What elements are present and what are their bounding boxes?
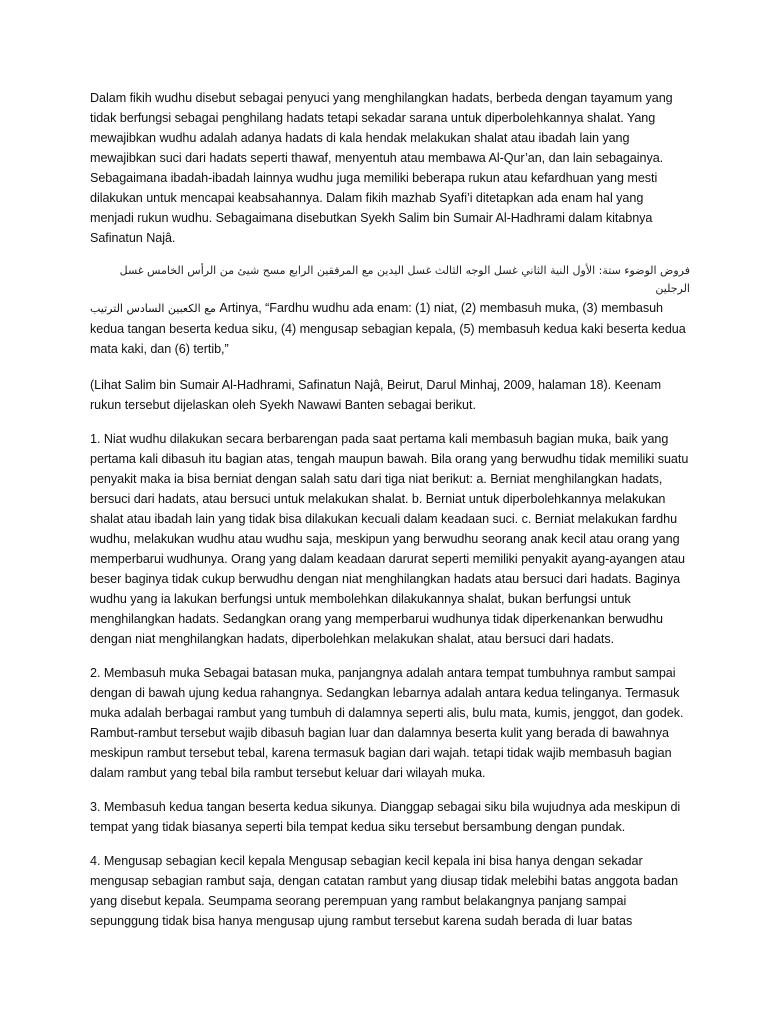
- translation-paragraph: [90, 298, 690, 359]
- translation-text: Artinya, “Fardhu wudhu ada enam: (1) niat, (2) membasuh muka, (3) membasuh kedua tangan beserta kedua siku, (4) mengusap sebagian kepala, (5) membasuh kedua kaki beserta kedua mata kaki, dan (6) tertib,”: [90, 301, 686, 356]
- paragraph-intro: Dalam fikih wudhu disebut sebagai penyuci yang menghilangkan hadats, berbeda dengan tayamum yang tidak berfungsi sebagai penghilang hadats tetapi sekadar sarana untuk diperbolehkannya shalat. Yang mewajibkan wudhu adalah adanya hadats di kala hendak melakukan shalat atau ibadah lain yang mewajibkan suci dari hadats seperti thawaf, menyentuh atau membawa Al-Qur’an, dan lain sebagainya. Sebagaimana ibadah-ibadah lainnya wudhu juga memiliki beberapa rukun atau kefardhuan yang mesti dilakukan untuk mencapai keabsahannya. Dalam fikih mazhab Syafi’i ditetapkan ada enam hal yang menjadi rukun wudhu. Sebagaimana disebutkan Syekh Salim bin Sumair Al-Hadhrami dalam kitabnya Safinatun Najâ.: [90, 91, 673, 245]
- paragraph-membasuh-tangan: 3. Membasuh kedua tangan beserta kedua sikunya. Dianggap sebagai siku bila wujudnya ada meskipun di tempat yang tidak biasanya seperti bila tempat kedua siku tersebut bersambung dengan pundak.: [90, 800, 681, 834]
- arabic-text-line: فروض الوضوء ستة: الأول النية الثاني غسل الوجه الثالث غسل اليدين مع المرفقين الرابع مسح شيئ من الرأس الخامس غسل الرجلين: [119, 264, 690, 295]
- paragraph-mengusap-kepala: 4. Mengusap sebagian kecil kepala Mengusap sebagian kecil kepala ini bisa hanya dengan sekadar mengusap sebagian rambut saja, dengan catatan rambut yang diusap tidak melebihi batas anggota badan yang disebut kepala. Seumpama seorang perempuan yang rambut belakangnya panjang sampai sepunggung tidak bisa hanya mengusap ujung rambut tersebut karena sudah berada di luar batas: [90, 854, 679, 928]
- paragraph-membasuh-muka: 2. Membasuh muka Sebagai batasan muka, panjangnya adalah antara tempat tumbuhnya rambut sampai dengan di bawah ujung kedua rahangnya. Sedangkan lebarnya adalah antara kedua telinganya. Termasuk muka adalah berbagai rambut yang tumbuh di dalamnya seperti alis, bulu mata, kumis, jenggot, dan godek. Rambut-rambut tersebut wajib dibasuh bagian luar dan dalamnya beserta kulit yang berada di bawahnya meskipun rambut tersebut tebal, karena termasuk bagian dari wajah. tetapi tidak wajib membasuh bagian dalam rambut yang tebal bila rambut tersebut keluar dari wilayah muka.: [90, 666, 684, 780]
- paragraph-niat: 1. Niat wudhu dilakukan secara berbarengan pada saat pertama kali membasuh bagian muka, baik yang pertama kali dibasuh itu bagian atas, tengah maupun bawah. Bila orang yang berwudhu tidak memiliki suatu penyakit maka ia bisa berniat dengan salah satu dari tiga niat berikut: a. Berniat menghilangkan hadats, bersuci dari hadats, atau bersuci untuk melakukan shalat. b. Berniat untuk diperbolehkannya melakukan shalat atau ibadah lain yang tidak bisa dilakukan kecuali dalam keadaan suci. c. Berniat melakukan fardhu wudhu, melakukan wudhu atau wudhu saja, meskipun yang berwudhu seorang anak kecil atau orang yang memperbarui wudhunya. Orang yang dalam keadaan darurat seperti memiliki penyakit ayang-ayangen atau beser baginya tidak cukup berwudhu dengan niat menghilangkan hadats atau bersuci dari hadats. Baginya wudhu yang ia lakukan berfungsi untuk membolehkan dilakukannya shalat, bukan berfungsi untuk menghilangkan hadats. Sedangkan orang yang memperbarui wudhunya tidak diperkenankan berwudhu dengan niat menghilangkan hadats, diperbolehkan melakukan shalat, atau bersuci dari hadats.: [90, 432, 689, 646]
- document-page: [90, 88, 690, 1018]
- quote-block: [90, 262, 690, 359]
- paragraph-reference: (Lihat Salim bin Sumair Al-Hadhrami, Safinatun Najâ, Beirut, Darul Minhaj, 2009, halaman 18). Keenam rukun tersebut dijelaskan oleh Syekh Nawawi Banten sebagai berikut.: [90, 378, 662, 412]
- arabic-text-inline: مع الكعبين السادس الترتيب: [90, 302, 216, 315]
